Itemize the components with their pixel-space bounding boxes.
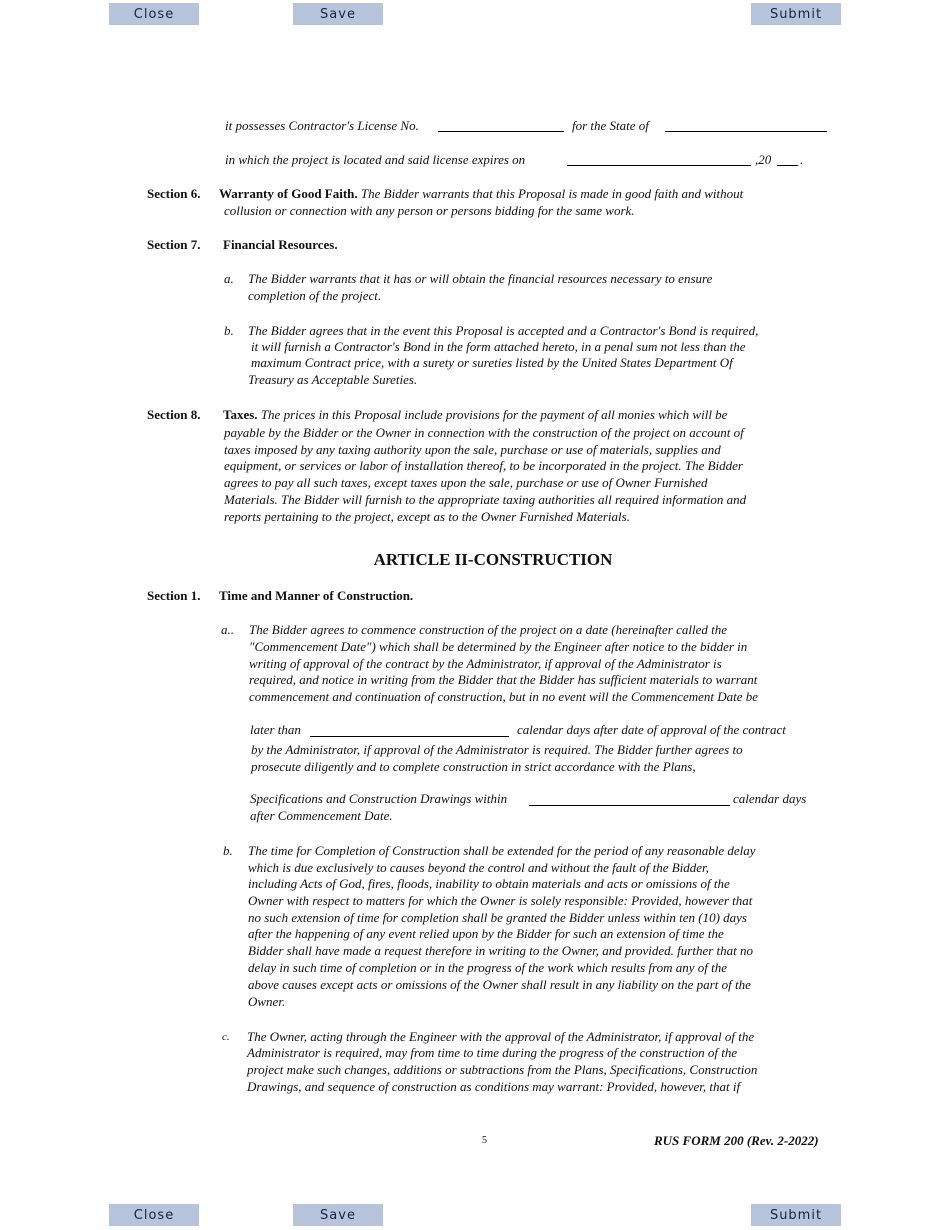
- a2-b-line: The time for Completion of Construction shall be extended for the period of any reasonable delay: [248, 843, 756, 858]
- license-expiry-year-field[interactable]: [777, 165, 798, 166]
- state-label: for the State of: [572, 118, 649, 133]
- a2-c-line: project make such changes, additions or subtractions from the Plans, Specifications, Construction: [247, 1062, 758, 1077]
- state-field[interactable]: [665, 131, 827, 132]
- section-8-line2: payable by the Bidder or the Owner in connection with the construction of the project on account of: [224, 425, 744, 440]
- commencement-days-field[interactable]: [310, 736, 509, 737]
- a2-c-line: Administrator is required, may from time to time during the progress of the construction of the: [247, 1045, 738, 1060]
- a2-section-1-label: Section 1.: [147, 588, 201, 603]
- s7-b-line4: Treasury as Acceptable Sureties.: [248, 372, 418, 387]
- a2-b-line: no such extension of time for completion shall be granted the Bidder unless within ten (10) days: [248, 910, 747, 925]
- a2-a-line8: prosecute diligently and to complete construction in strict accordance with the Plans,: [251, 759, 696, 774]
- section-8-heading: Taxes.: [223, 407, 258, 422]
- a2-c-line: Drawings, and sequence of construction as conditions may warrant: Provided, however, that if: [247, 1079, 741, 1094]
- close-button-top[interactable]: Close: [109, 3, 199, 25]
- section-6-second-line: collusion or connection with any person or persons bidding for the same work.: [224, 203, 635, 218]
- license-number-field[interactable]: [438, 131, 564, 132]
- a2-b-line: including Acts of God, fires, floods, inability to obtain materials and acts or omissions of the: [248, 876, 730, 891]
- license-expires-label: in which the project is located and said license expires on: [225, 152, 526, 167]
- license-no-label: it possesses Contractor's License No.: [225, 118, 419, 133]
- section-8-text-first: The prices in this Proposal include provisions for the payment of all monies which will be: [260, 407, 728, 422]
- section-6-label: Section 6.: [147, 186, 201, 201]
- section-8-label: Section 8.: [147, 407, 201, 422]
- section-6-heading: Warranty of Good Faith.: [219, 186, 358, 201]
- a2-b-line: above causes except acts or omissions of the Owner shall result in any liability on the part of the: [248, 977, 751, 992]
- section-7-heading: Financial Resources.: [223, 237, 338, 252]
- a2-a-line5: commencement and continuation of construction, but in no event will the Commencement Date be: [249, 689, 759, 704]
- save-button-top[interactable]: Save: [293, 3, 383, 25]
- s7-b-marker: b.: [224, 323, 234, 338]
- a2-a-line3: writing of approval of the contract by the Administrator, if approval of the Administrator is: [249, 656, 722, 671]
- a2-b-marker: b.: [223, 843, 233, 858]
- form-reference: RUS FORM 200 (Rev. 2-2022): [654, 1133, 819, 1148]
- submit-button-top[interactable]: Submit: [751, 3, 841, 25]
- section-7-label: Section 7.: [147, 237, 201, 252]
- s7-a-line2: completion of the project.: [248, 288, 382, 303]
- a2-b-line: Bidder shall have made a request therefore in writing to the Owner, and provided. further that no: [248, 943, 754, 958]
- a2-b-line: after the happening of any event relied upon by the Bidder for such an extension of time the: [248, 926, 724, 941]
- later-than-label: later than: [250, 722, 301, 737]
- s7-b-line3: maximum Contract price, with a surety or sureties listed by the United States Department Of: [251, 355, 733, 370]
- a2-c-line: The Owner, acting through the Engineer with the approval of the Administrator, if approval of the: [247, 1029, 755, 1044]
- article-ii-title: ARTICLE II-CONSTRUCTION: [373, 550, 613, 569]
- after-commencement-label: after Commencement Date.: [250, 808, 393, 823]
- a2-a-line4: required, and notice in writing from the Bidder that the Bidder has sufficient materials to warrant: [249, 672, 758, 687]
- specs-within-label: Specifications and Construction Drawings within: [250, 791, 508, 806]
- a2-b-line: Owner with respect to matters for which the Owner is solely responsible: Provided, however that: [248, 893, 753, 908]
- section-8-line7: reports pertaining to the project, except as to the Owner Furnished Materials.: [224, 509, 630, 524]
- s7-b-line2: it will furnish a Contractor's Bond in the form attached hereto, in a penal sum not less than the: [251, 339, 746, 354]
- a2-c-marker: c.: [222, 1031, 230, 1043]
- a2-a-line7: by the Administrator, if approval of the Administrator is required. The Bidder further agrees to: [251, 742, 743, 757]
- completion-days-field[interactable]: [529, 805, 730, 806]
- a2-a-line2: "Commencement Date") which shall be determined by the Engineer after notice to the bidder in: [249, 639, 748, 654]
- a2-a-line1: The Bidder agrees to commence construction of the project on a date (hereinafter called the: [249, 622, 727, 637]
- page-number: 5: [482, 1135, 487, 1146]
- a2-section-1-heading: Time and Manner of Construction.: [219, 588, 414, 603]
- section-8-line5: agrees to pay all such taxes, except taxes upon the sale, purchase or use of Owner Furnished: [224, 475, 708, 490]
- s7-b-line1: The Bidder agrees that in the event this Proposal is accepted and a Contractor's Bond is required,: [248, 323, 759, 338]
- a2-b-line: delay in such time of completion or in the progress of the work which results from any of the: [248, 960, 728, 975]
- calendar-days-after-label: calendar days after date of approval of the contract: [517, 722, 786, 737]
- section-8-line3: taxes imposed by any taxing authority upon the sale, purchase or use of materials, supplies and: [224, 442, 721, 457]
- year-prefix-label: ,20: [755, 152, 772, 167]
- submit-button-bottom[interactable]: Submit: [751, 1204, 841, 1226]
- license-expiry-date-field[interactable]: [567, 165, 751, 166]
- a2-b-line: which is due exclusively to causes beyond the control and without the fault of the Bidder,: [248, 860, 709, 875]
- period: .: [800, 152, 804, 167]
- s7-a-marker: a.: [224, 271, 234, 286]
- a2-b-line: Owner.: [248, 994, 286, 1009]
- s7-a-line1: The Bidder warrants that it has or will obtain the financial resources necessary to ensure: [248, 271, 713, 286]
- calendar-days-label: calendar days: [733, 791, 807, 806]
- section-8-line6: Materials. The Bidder will furnish to the appropriate taxing authorities all required information and: [224, 492, 747, 507]
- section-8-line4: equipment, or services or labor of installation thereof, to be incorporated in the project. The Bidder: [224, 458, 743, 473]
- section-8-line1: [223, 407, 727, 424]
- close-button-bottom[interactable]: Close: [109, 1204, 199, 1226]
- save-button-bottom[interactable]: Save: [293, 1204, 383, 1226]
- section-6-first-line: The Bidder warrants that this Proposal is made in good faith and without: [360, 186, 744, 201]
- a2-a-marker: a..: [221, 622, 234, 637]
- section-6-text: [219, 186, 743, 203]
